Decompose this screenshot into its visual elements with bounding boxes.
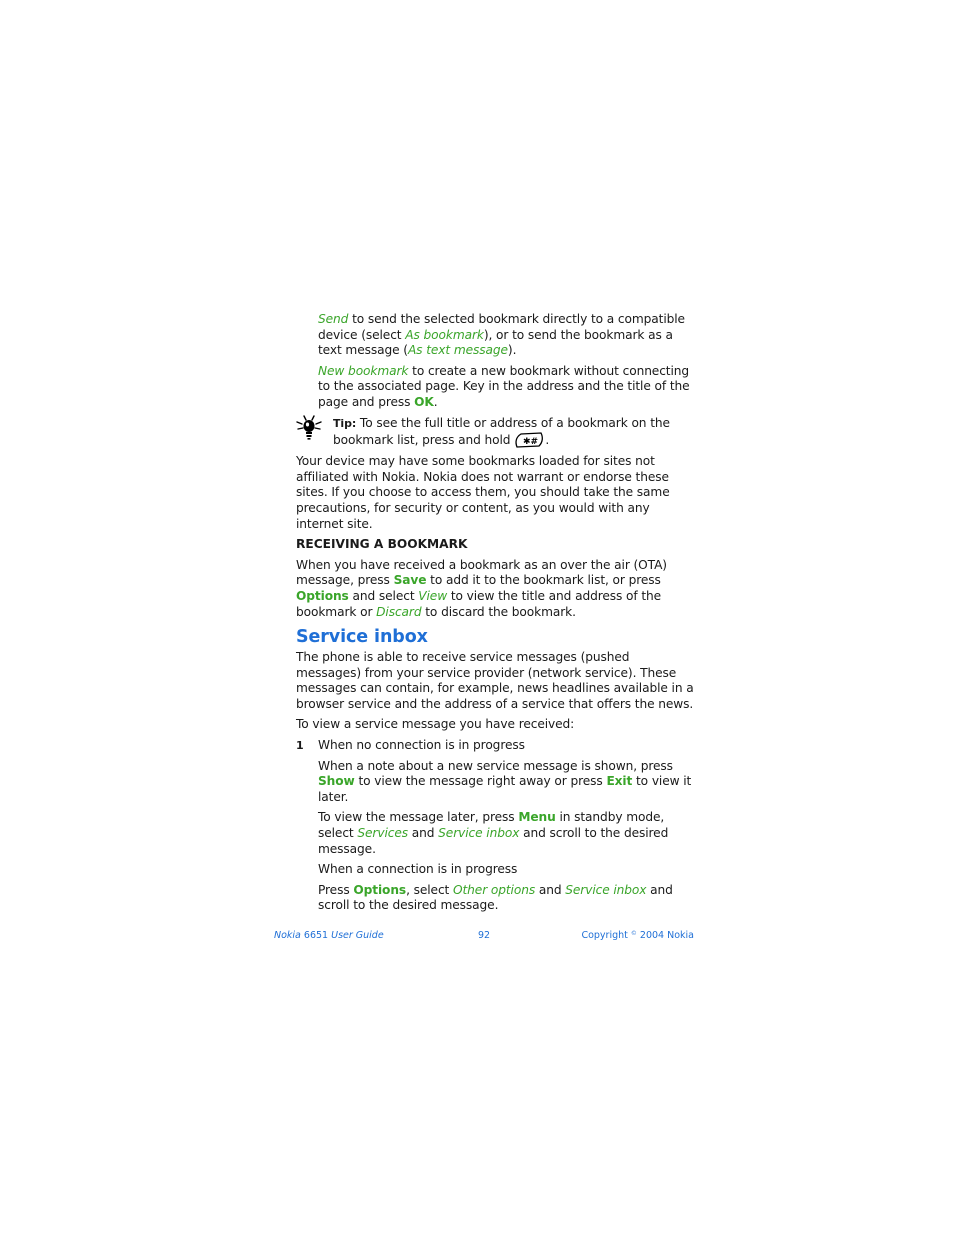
svg-text:✱#: ✱# — [523, 437, 539, 448]
menu-term-other-options: Other options — [453, 882, 536, 897]
softkey-options-2: Options — [353, 882, 407, 897]
step-1: 1 When no connection is in progress — [296, 738, 525, 753]
tip-note: Tip: To see the full title or address of a bookmark on the bookmark list, press and hold ✱# . — [333, 416, 696, 450]
softkey-exit: Exit — [606, 774, 633, 789]
menu-term-service-inbox: Service inbox — [438, 826, 520, 841]
service-inbox-intro: The phone is able to receive service messages (pushed messages) from your service provider (network service). These messages can contain, for example, news headlines available in a browser service and the address of a service that offers the news. — [296, 650, 694, 711]
receiving-bookmark-text: When you have received a bookmark as an over the air (OTA) message, press Save to add it to the bookmark list, or press Options and select View to view the title and address of the bookmark or Discard to discard the bookmark. — [296, 557, 667, 619]
bookmark-disclaimer: Your device may have some bookmarks loaded for sites not affiliated with Nokia. Nokia does not warrant or endorse these sites. If you choose to access them, you should take the same precautions, for security or content, as you would with any internet site. — [296, 454, 670, 531]
bulb-icon — [295, 414, 323, 440]
menu-path-instruction: To view the message later, press Menu in standby mode, select Services and Service inbox and scroll to the desired message. — [318, 810, 669, 856]
softkey-options: Options — [296, 588, 349, 603]
menu-term-discard: Discard — [376, 604, 422, 619]
hash-key-icon — [513, 431, 545, 449]
footer-copyright: Copyright © 2004 Nokia — [581, 930, 694, 941]
show-exit-instruction: When a note about a new service message is shown, press Show to view the message right away or press Exit to view it later. — [318, 758, 692, 804]
softkey-save: Save — [393, 573, 427, 588]
send-item: Send to send the selected bookmark directly to a compatible device (select As bookmark), or to send the bookmark as a text message (As text message). — [318, 312, 685, 358]
menu-term-as-text-message: As text message — [407, 343, 508, 358]
new-bookmark-item: New bookmark to create a new bookmark without connecting to the associated page. Key in the address and the title of the page and press OK. — [318, 363, 690, 409]
receiving-bookmark-heading: RECEIVING A BOOKMARK — [296, 537, 468, 552]
menu-term-view: View — [418, 588, 448, 603]
options-path-instruction: Press Options, select Other options and Service inbox and scroll to the desired message. — [318, 882, 673, 913]
page-content — [296, 312, 696, 914]
softkey-show: Show — [318, 774, 355, 789]
step-2-condition: When a connection is in progress — [318, 862, 518, 877]
menu-term-send: Send — [318, 312, 349, 326]
step-number: 1 — [296, 739, 304, 753]
menu-term-services: Services — [357, 826, 408, 841]
tip-label: Tip: — [333, 416, 357, 430]
service-inbox-heading: Service inbox — [296, 627, 428, 648]
to-view-instruction: To view a service message you have received: — [296, 717, 575, 732]
page-number: 92 — [478, 930, 491, 941]
menu-term-as-bookmark: As bookmark — [405, 327, 484, 342]
softkey-menu: Menu — [518, 810, 556, 825]
footer-guide-title: Nokia 6651 User Guide — [274, 930, 384, 941]
tip-text: To see the full title or address of a bookmark on the bookmark list, press and hold — [333, 415, 670, 448]
softkey-ok: OK — [414, 394, 434, 409]
menu-term-service-inbox-2: Service inbox — [565, 882, 647, 897]
menu-term-new-bookmark: New bookmark — [318, 363, 409, 378]
page-footer — [274, 930, 694, 944]
